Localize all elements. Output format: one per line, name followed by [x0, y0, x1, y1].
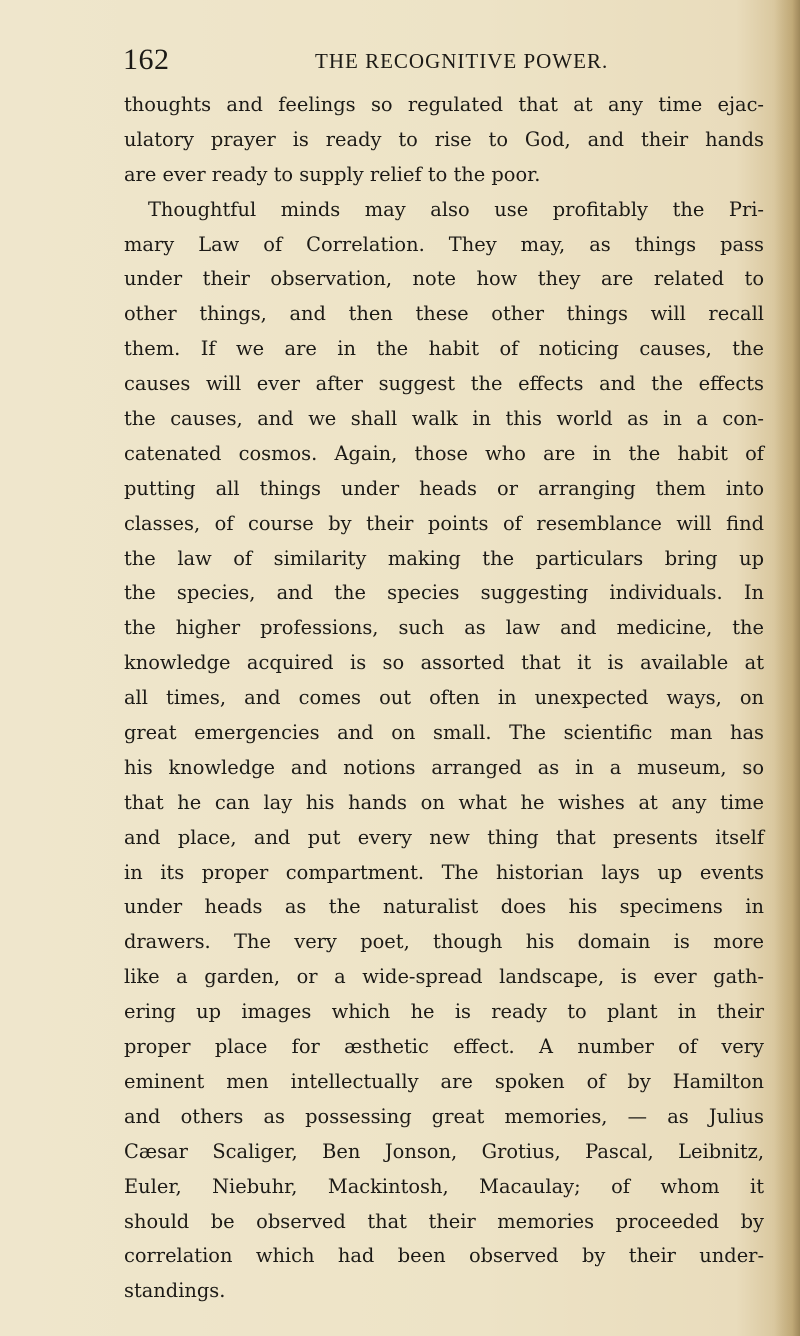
page-edge-shadow	[774, 0, 800, 1336]
text-line: ulatory prayer is ready to rise to God, and their hands	[124, 127, 764, 151]
running-head: THE RECOGNITIVE POWER.	[315, 49, 609, 73]
text-line: classes, of course by their points of resemblance will find	[124, 511, 764, 535]
text-line: his knowledge and notions arranged as in a museum, so	[124, 755, 764, 779]
text-line: the higher professions, such as law and medicine, the	[124, 616, 764, 640]
text-line: in its proper compartment. The historian lays up events	[124, 860, 764, 884]
text-line: putting all things under heads or arranging them into	[124, 476, 764, 500]
text-line: Thoughtful minds may also use profitably the Pri-	[148, 197, 764, 221]
text-line: and others as possessing great memories, — as Julius	[124, 1104, 764, 1128]
text-line: ering up images which he is ready to plant in their	[124, 1000, 764, 1024]
text-line: Cæsar Scaliger, Ben Jonson, Grotius, Pascal, Leibnitz,	[124, 1139, 764, 1163]
page-header	[123, 40, 765, 80]
text-line: should be observed that their memories proceeded by	[124, 1209, 764, 1233]
text-line: proper place for æsthetic effect. A number of very	[124, 1035, 764, 1059]
text-line: correlation which had been observed by their under-	[124, 1244, 764, 1268]
text-line: the law of similarity making the particulars bring up	[124, 546, 764, 570]
text-line: them. If we are in the habit of noticing causes, the	[124, 337, 764, 361]
text-line: Euler, Niebuhr, Mackintosh, Macaulay; of whom it	[124, 1174, 764, 1198]
text-line: eminent men intellectually are spoken of by Hamilton	[124, 1069, 764, 1093]
text-line: that he can lay his hands on what he wishes at any time	[124, 790, 764, 814]
text-line: drawers. The very poet, though his domain is more	[124, 930, 764, 954]
text-line: under heads as the naturalist does his specimens in	[124, 895, 764, 919]
text-line: catenated cosmos. Again, those who are in the habit of	[124, 441, 764, 465]
body-text	[124, 88, 764, 1309]
text-line: all times, and comes out often in unexpected ways, on	[124, 686, 764, 710]
text-line: knowledge acquired is so assorted that it is available at	[124, 651, 764, 675]
text-line: standings.	[124, 1279, 226, 1303]
text-line: are ever ready to supply relief to the poor.	[124, 162, 541, 186]
text-line: the causes, and we shall walk in this world as in a con-	[124, 407, 764, 431]
text-line: great emergencies and on small. The scientific man has	[124, 721, 764, 745]
text-line: mary Law of Correlation. They may, as things pass	[124, 232, 764, 256]
text-line: thoughts and feelings so regulated that at any time ejac-	[124, 93, 764, 116]
text-line: other things, and then these other things will recall	[124, 302, 764, 326]
text-line: causes will ever after suggest the effects and the effects	[124, 372, 764, 396]
text-line: and place, and put every new thing that presents itself	[124, 825, 764, 849]
page-number: 162	[123, 43, 170, 76]
text-line: the species, and the species suggesting individuals. In	[124, 581, 764, 605]
text-line: under their observation, note how they are related to	[124, 267, 764, 291]
text-line: like a garden, or a wide-spread landscape, is ever gath-	[124, 965, 764, 989]
